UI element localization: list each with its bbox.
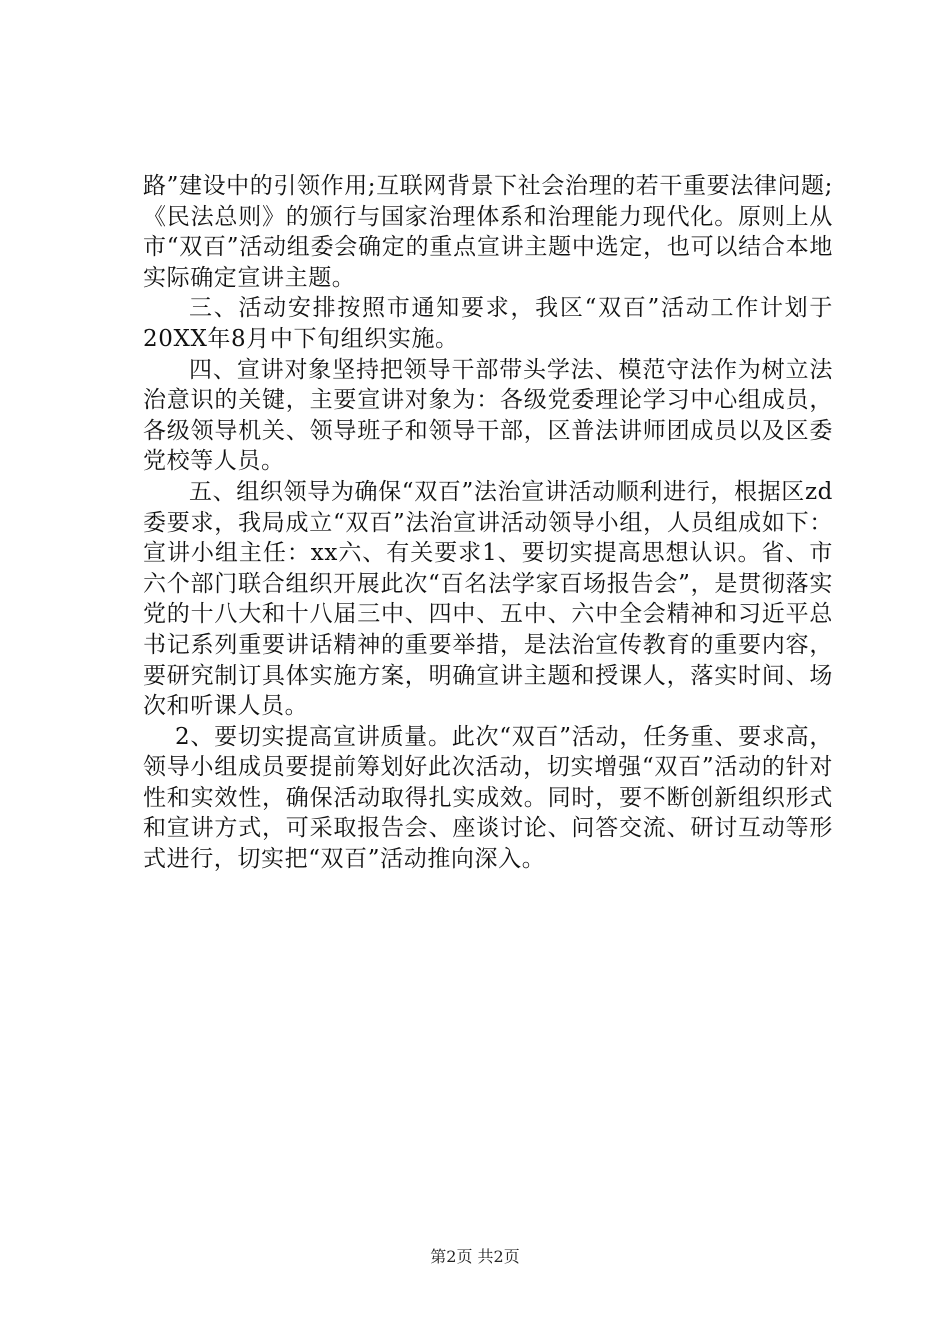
paragraph-organization: 五、组织领导为确保“双百”法治宣讲活动顺利进行，根据区zd委要求，我局成立“双百”法治宣讲活动领导小组，人员组成如下：宣讲小组主任：xx六、有关要求1、要切实提高思想认识。省、市六个部门联合组织开展此次“百名法学家百场报告会”，是贯彻落实党的十八大和十八届三中、四中、五中、六中全会精神和习近平总书记系列重要讲话精神的重要举措，是法治宣传教育的重要内容，要研究制订具体实施方案，明确宣讲主题和授课人，落实时间、场次和听课人员。 [143,478,833,720]
paragraph-quality-requirement: 2、要切实提高宣讲质量。此次“双百”活动，任务重、要求高，领导小组成员要提前筹划好此次活动，切实增强“双百”活动的针对性和实效性，确保活动取得扎实成效。同时，要不断创新组织形式和宣讲方式，可采取报告会、座谈讨论、问答交流、研讨互动等形式进行，切实把“双百”活动推向深入。 [143,723,833,873]
paragraph-audience: 四、宣讲对象坚持把领导干部带头学法、模范守法作为树立法治意识的关键，主要宣讲对象为：各级党委理论学习中心组成员，各级领导机关、领导班子和领导干部，区普法讲师团成员以及区委党校等人员。 [143,356,833,475]
document-body [143,171,833,875]
paragraph-activity-schedule: 三、活动安排按照市通知要求，我区“双百”活动工作计划于20XX年8月中下旬组织实施。 [143,295,833,352]
page-number-footer: 第2页 共2页 [430,1247,520,1266]
paragraph-continuation: 路”建设中的引领作用;互联网背景下社会治理的若干重要法律问题;《民法总则》的颁行与国家治理体系和治理能力现代化。原则上从市“双百”活动组委会确定的重点宣讲主题中选定，也可以结合本地实际确定宣讲主题。 [143,173,833,291]
